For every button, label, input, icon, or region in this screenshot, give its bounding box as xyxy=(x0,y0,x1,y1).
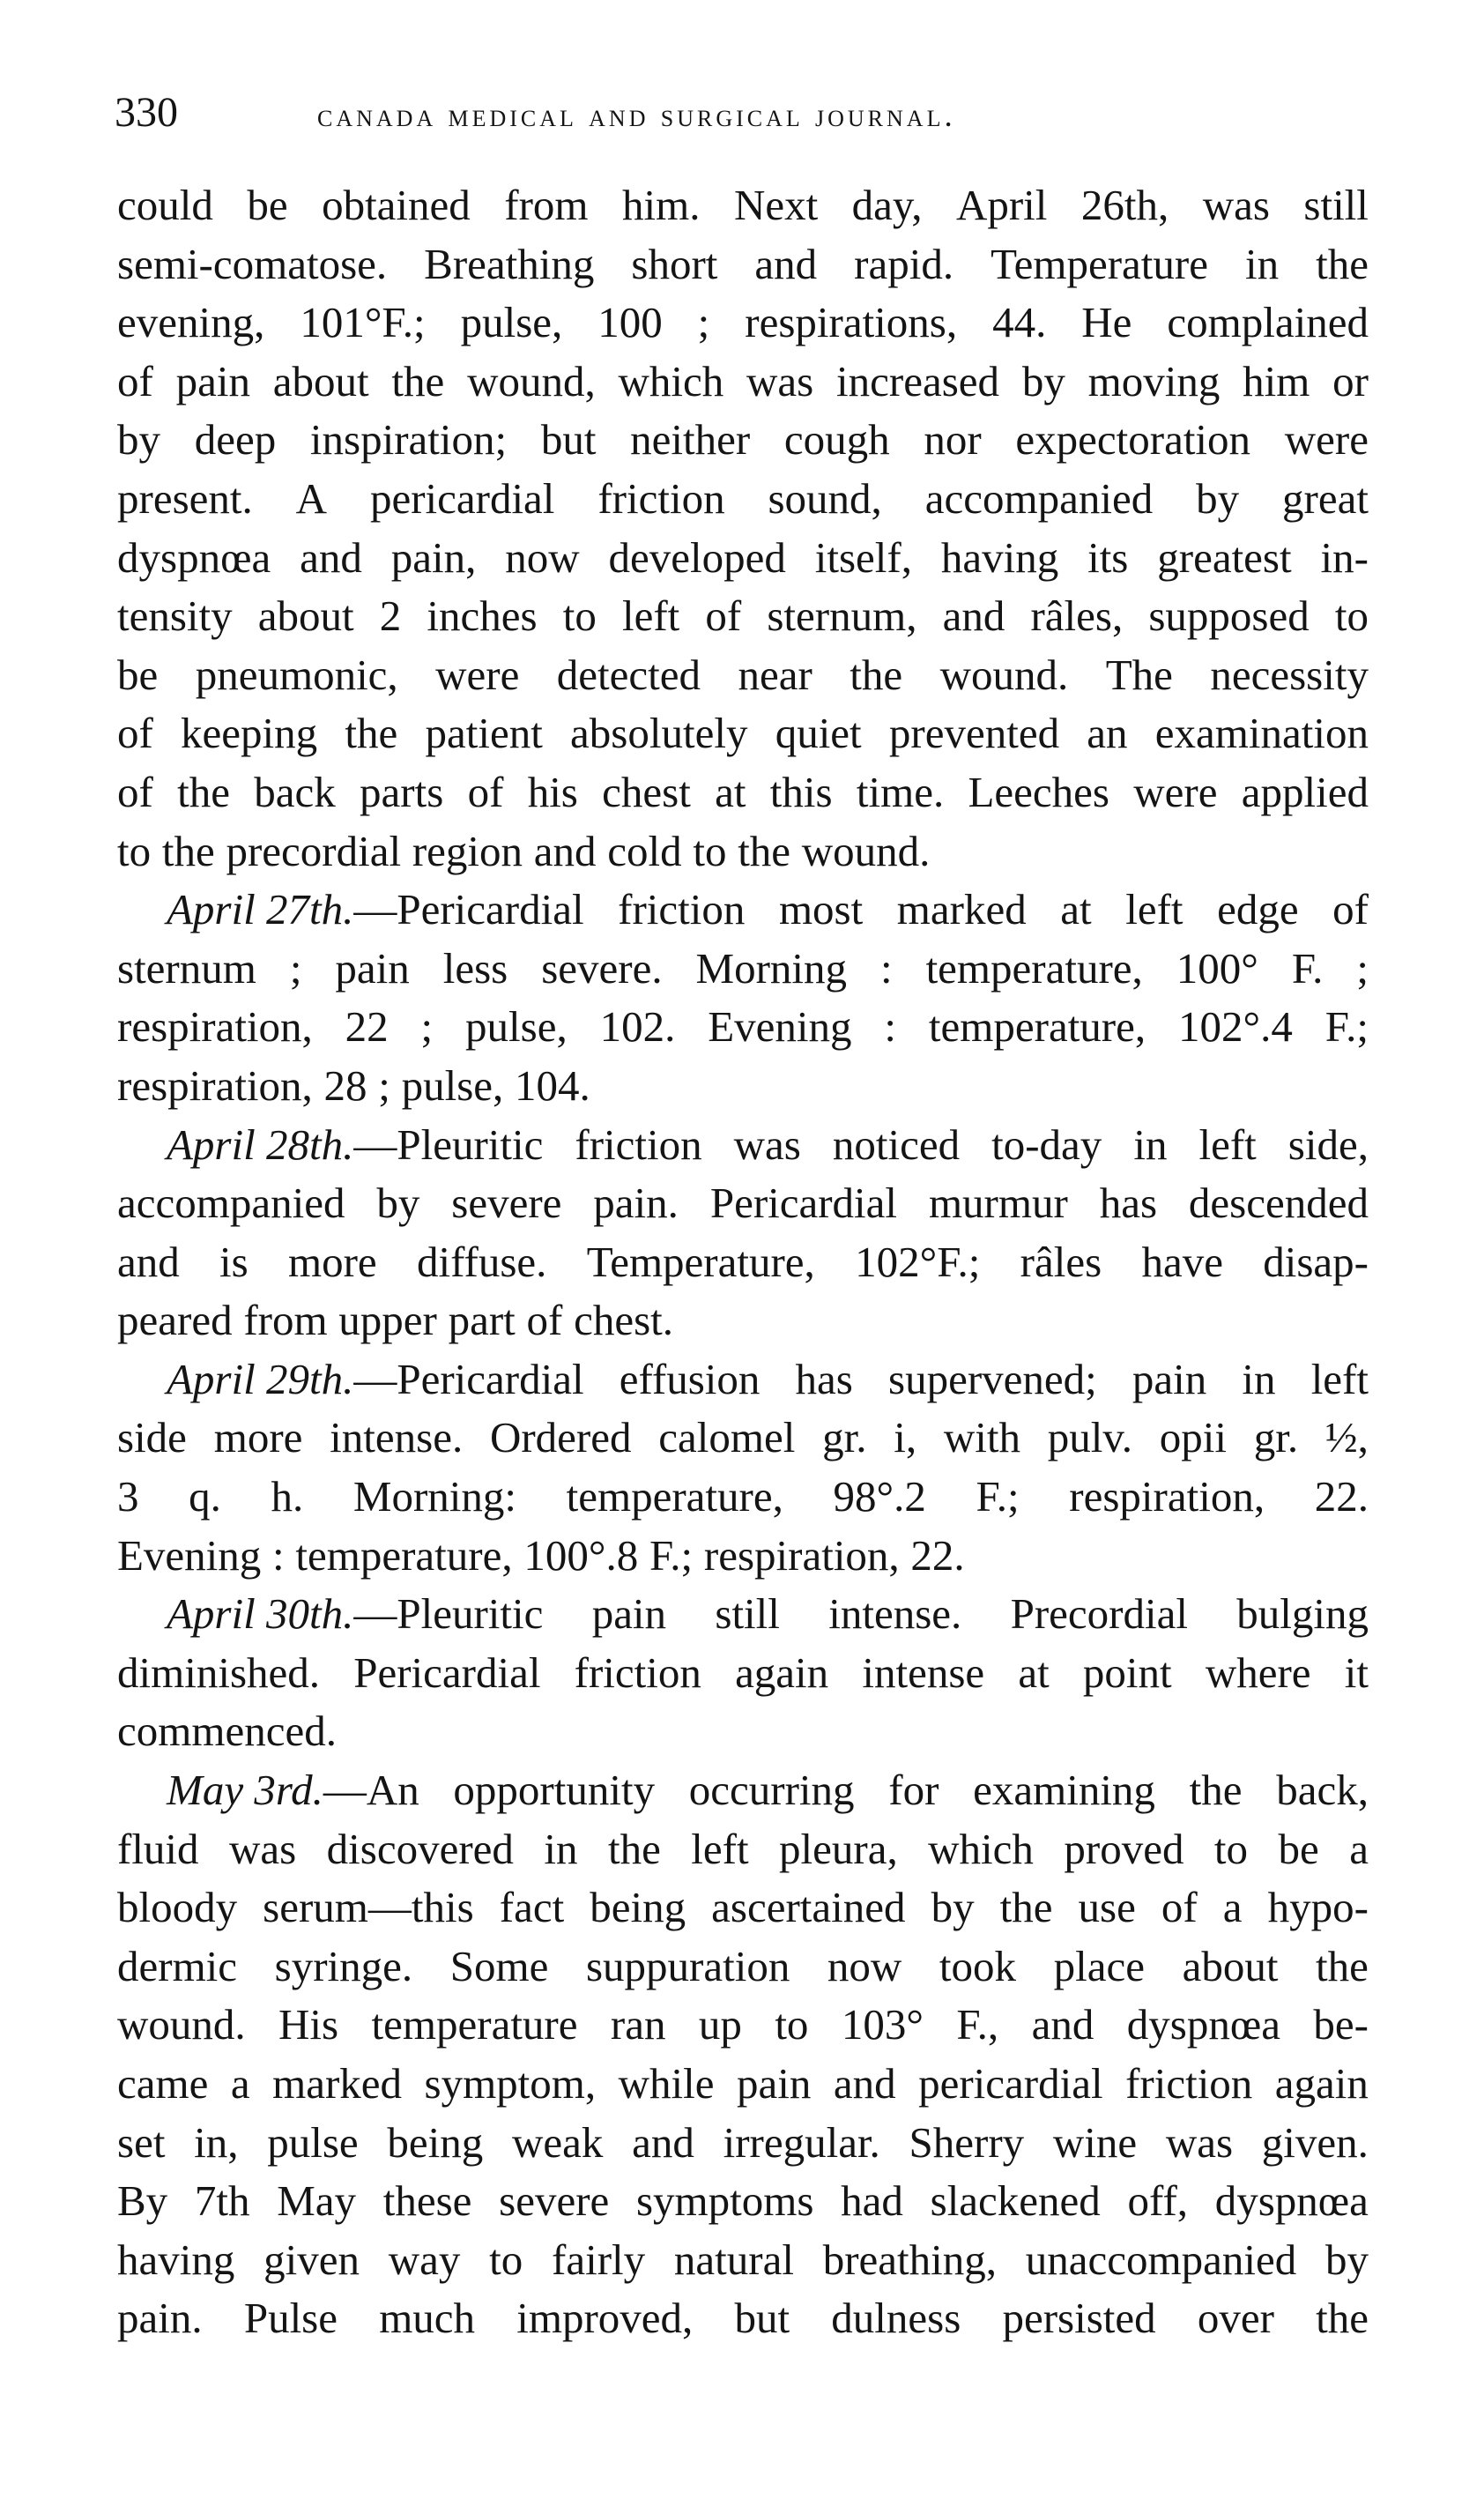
text-line: be pneumonic, were detected near the wound. The necessity xyxy=(117,650,1369,699)
text-line: of the back parts of his chest at this time. Leeches were applied xyxy=(117,767,1369,816)
text-line: came a marked symptom, while pain and pericardial friction again xyxy=(117,2059,1369,2108)
entry-date: April 28th. xyxy=(167,1119,354,1169)
text-line: By 7th May these severe symptoms had slackened off, dyspnœa xyxy=(117,2176,1369,2226)
body-text xyxy=(117,176,1369,2348)
text-line: 3 q. h. Morning: temperature, 98°.2 F.; respiration, 22. xyxy=(117,1472,1369,1521)
text-line: sternum ; pain less severe. Morning : temperature, 100° F. ; xyxy=(117,943,1369,993)
text-line: diminished. Pericardial friction again intense at point where it xyxy=(117,1647,1369,1697)
text-line: May 3rd.—An opportunity occurring for examining the back, xyxy=(167,1766,1369,1815)
text-line: April 30th.—Pleuritic pain still intense. Precordial bulging xyxy=(167,1589,1369,1639)
text-line: side more intense. Ordered calomel gr. i, with pulv. opii gr. ½, xyxy=(117,1413,1369,1462)
text-line: Evening : temperature, 100°.8 F.; respiration, 22. xyxy=(117,1530,965,1580)
text-line: bloody serum—this fact being ascertained by the use of a hypo- xyxy=(117,1883,1369,1932)
text-line: of pain about the wound, which was increased by moving him or xyxy=(117,356,1369,405)
text-line: fluid was discovered in the left pleura, which proved to be a xyxy=(117,1824,1369,1873)
text-line: pain. Pulse much improved, but dulness persisted over the xyxy=(117,2294,1369,2343)
text-line: respiration, 28 ; pulse, 104. xyxy=(117,1060,590,1110)
text-line: dyspnœa and pain, now developed itself, having its greatest in- xyxy=(117,532,1369,582)
text-line: accompanied by severe pain. Pericardial murmur has descended xyxy=(117,1179,1369,1228)
entry-date: May 3rd. xyxy=(167,1766,323,1815)
entry-date: April 30th. xyxy=(167,1589,354,1639)
text-line: April 28th.—Pleuritic friction was noticed to-day in left side, xyxy=(167,1119,1369,1169)
text-line: April 29th.—Pericardial effusion has supervened; pain in left xyxy=(167,1354,1369,1403)
text-line: by deep inspiration; but neither cough nor expectoration were xyxy=(117,415,1369,465)
text-line: having given way to fairly natural breathing, unaccompanied by xyxy=(117,2235,1369,2284)
text-line: could be obtained from him. Next day, April 26th, was still xyxy=(117,181,1369,229)
page-number: 330 xyxy=(115,89,178,136)
text-line: dermic syringe. Some suppuration now took place about the xyxy=(117,1941,1369,1990)
text-line: set in, pulse being weak and irregular. Sherry wine was given. xyxy=(117,2117,1369,2167)
text-line: present. A pericardial friction sound, accompanied by great xyxy=(117,473,1369,523)
text-line: April 27th.—Pericardial friction most marked at left edge of xyxy=(167,885,1369,934)
text-line: evening, 101°F.; pulse, 100 ; respirations, 44. He complained xyxy=(117,298,1369,347)
text-line: commenced. xyxy=(117,1707,337,1756)
entry-date: April 27th. xyxy=(167,885,354,934)
text-line: peared from upper part of chest. xyxy=(117,1296,674,1345)
text-line: respiration, 22 ; pulse, 102. Evening : temperature, 102°.4 F.; xyxy=(117,1002,1369,1052)
text-line: wound. His temperature ran up to 103° F., and dyspnœa be- xyxy=(117,2000,1369,2049)
text-line: tensity about 2 inches to left of sternum, and râles, supposed to xyxy=(117,591,1369,641)
running-head xyxy=(115,86,1366,139)
text-line: of keeping the patient absolutely quiet prevented an examination xyxy=(117,709,1369,758)
text-line: semi-comatose. Breathing short and rapid. Temperature in the xyxy=(117,239,1369,288)
entry-date: April 29th. xyxy=(167,1354,354,1403)
text-line: and is more diffuse. Temperature, 102°F.; râles have disap- xyxy=(117,1237,1369,1286)
journal-title: canada medical and surgical journal. xyxy=(317,98,956,134)
text-line: to the precordial region and cold to the wound. xyxy=(117,826,931,875)
